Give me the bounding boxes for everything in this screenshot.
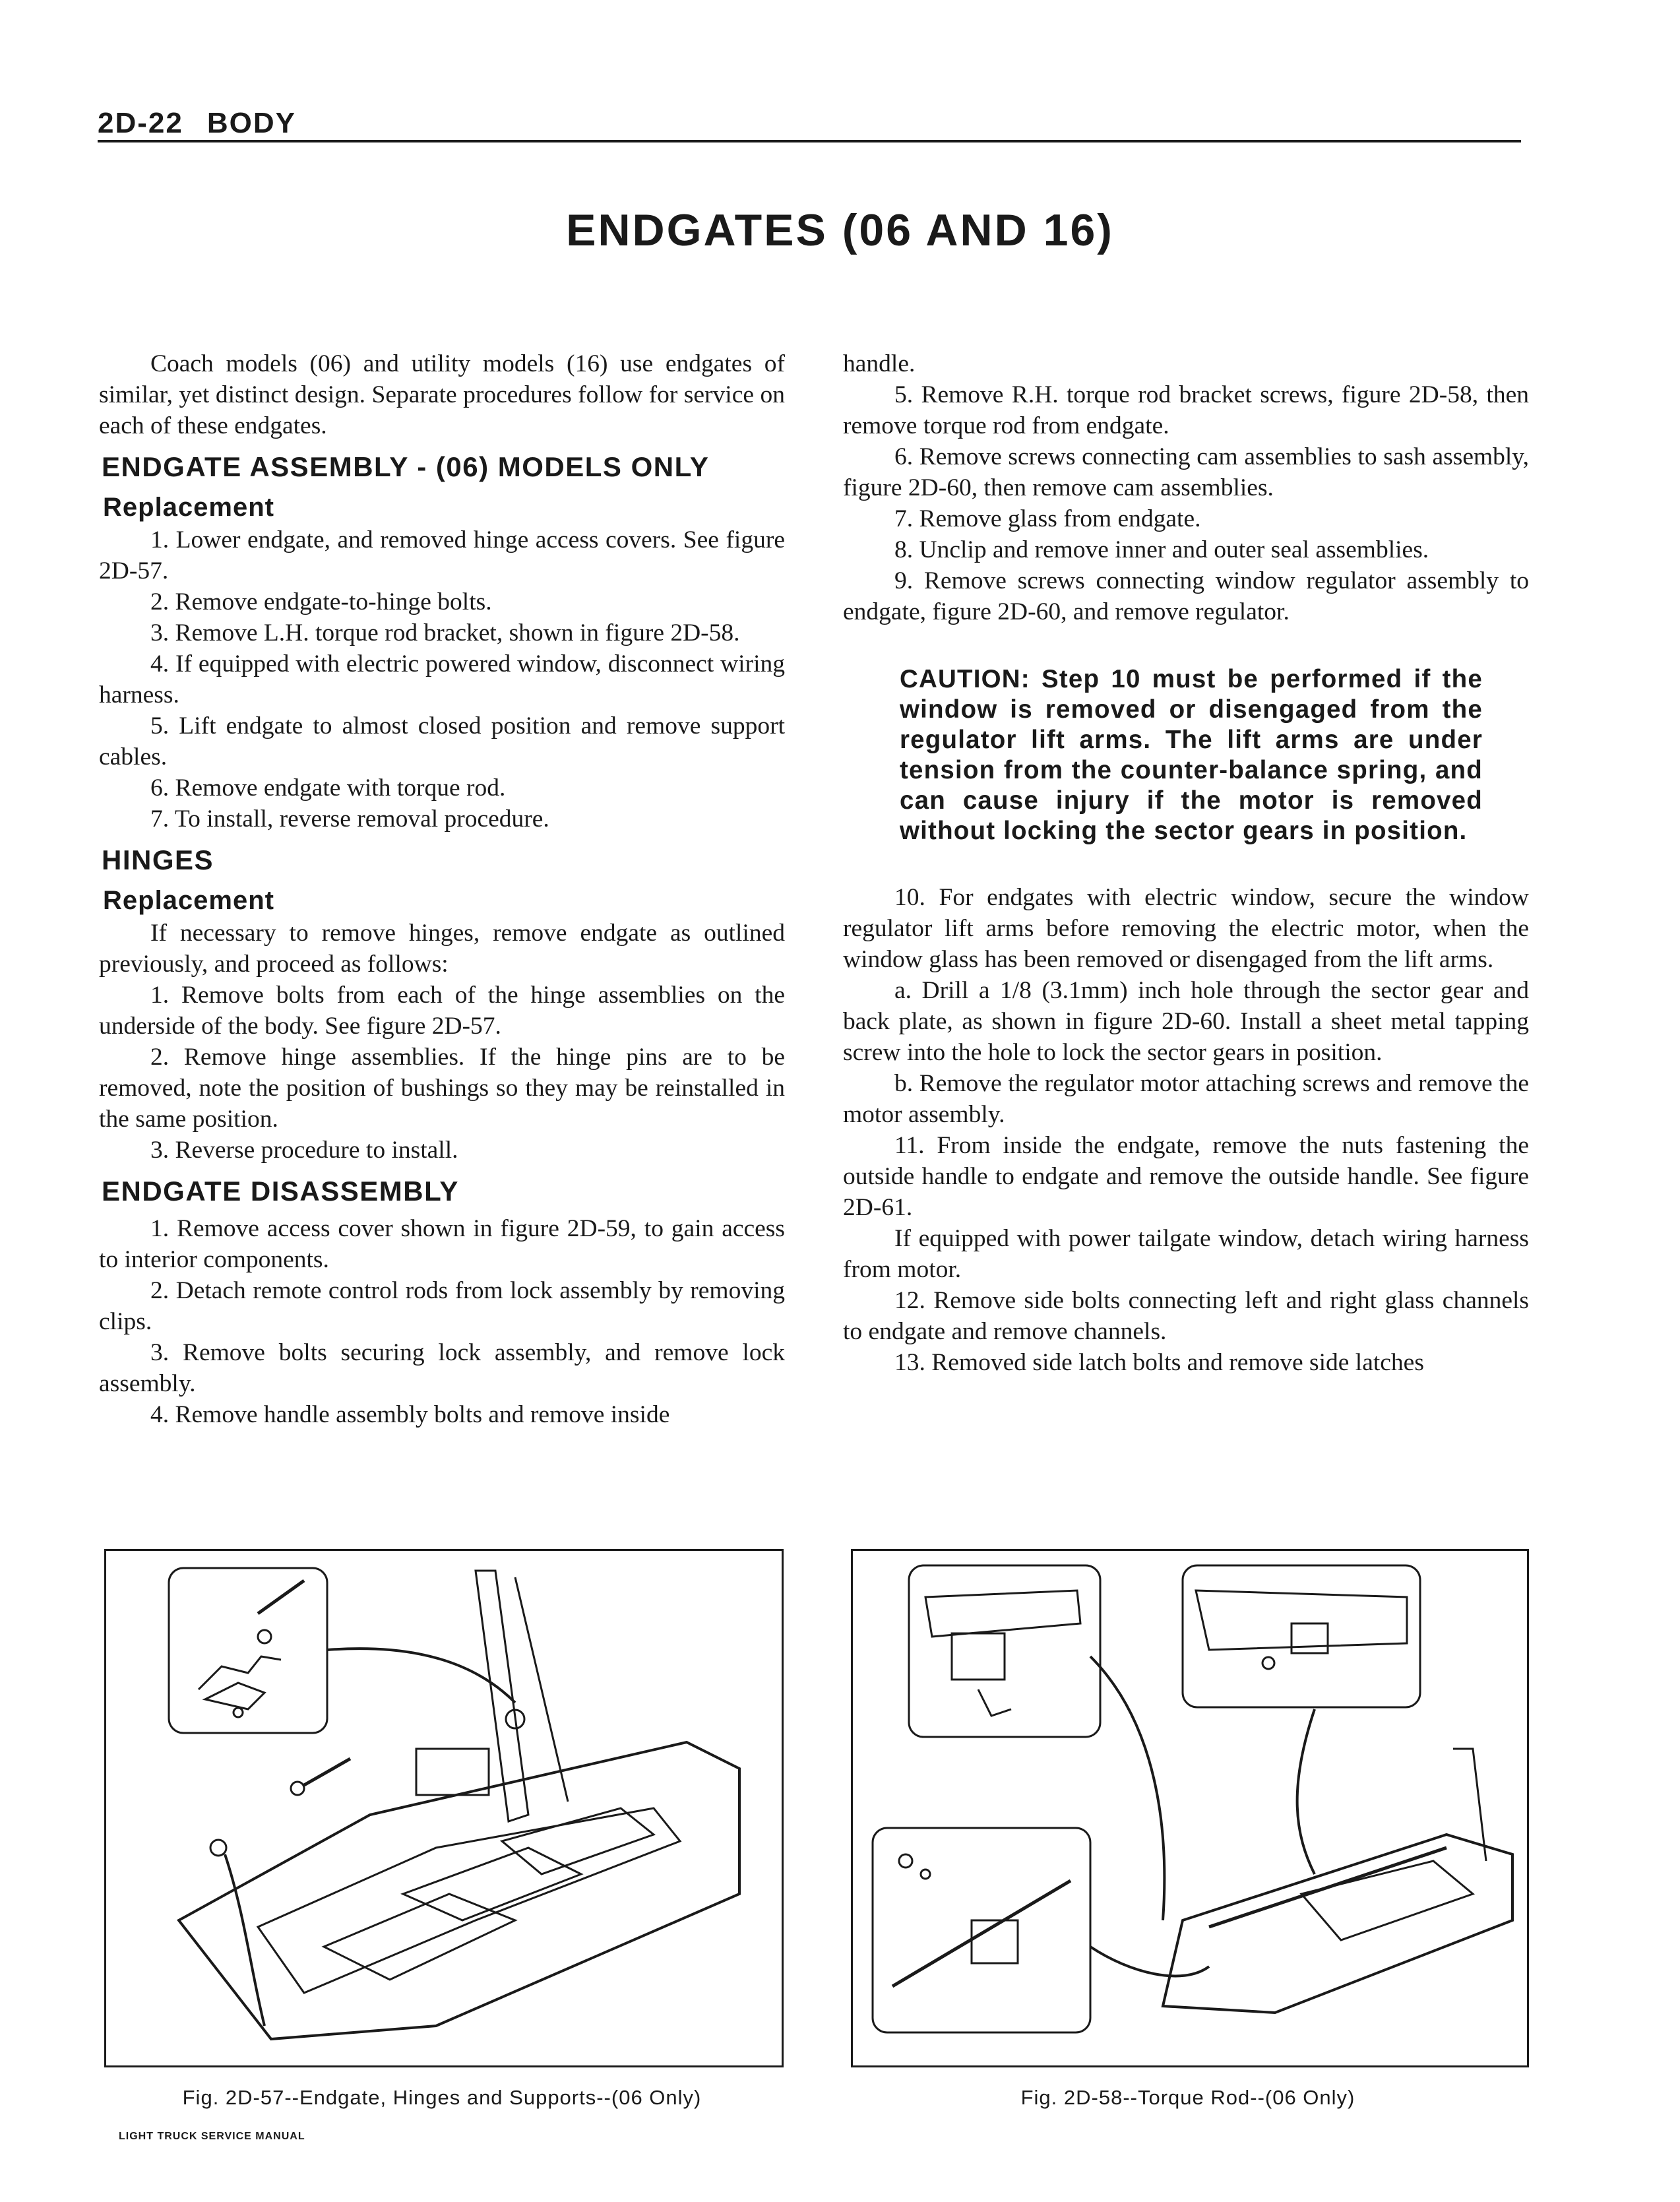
disassembly-substep: a. Drill a 1/8 (3.1mm) inch hole through the sector gear and back plate, as shown in figure 2D-60. Install a sheet metal tapping screw into the hole to lock the sector gears in position. bbox=[843, 977, 1529, 1066]
disassembly-heading: ENDGATE DISASSEMBLY bbox=[102, 1176, 459, 1207]
disassembly-step: 7. Remove glass from endgate. bbox=[894, 505, 1201, 532]
disassembly-step: 5. Remove R.H. torque rod bracket screws, figure 2D-58, then remove torque rod from endgate. bbox=[843, 381, 1529, 439]
disassembly-step: 8. Unclip and remove inner and outer seal assemblies. bbox=[894, 536, 1429, 563]
torque-rod-illustration bbox=[853, 1551, 1527, 2065]
assembly-heading: ENDGATE ASSEMBLY - (06) MODELS ONLY bbox=[102, 451, 710, 482]
figure-2d-58 bbox=[851, 1549, 1529, 2067]
disassembly-substep: b. Remove the regulator motor attaching screws and remove the motor assembly. bbox=[843, 1070, 1529, 1128]
figure-2d-58-caption: Fig. 2D-58--Torque Rod--(06 Only) bbox=[1020, 2086, 1355, 2109]
screw bbox=[1262, 1657, 1274, 1669]
access-panel-2 bbox=[403, 1848, 581, 1920]
page-title: ENDGATES (06 AND 16) bbox=[566, 205, 1114, 255]
endgate-hinges-illustration bbox=[106, 1551, 782, 2065]
hinges-heading: HINGES bbox=[102, 844, 214, 875]
disassembly-step: 6. Remove screws connecting cam assemblies to sash assembly, figure 2D-60, then remove cam assemblies. bbox=[843, 443, 1529, 501]
page-number: 2D-22 bbox=[98, 107, 183, 139]
header-rule bbox=[98, 140, 1521, 142]
washer bbox=[258, 1630, 271, 1643]
continuation-text: handle. bbox=[843, 350, 916, 377]
disassembly-step: 2. Detach remote control rods from lock assembly by removing clips. bbox=[99, 1277, 785, 1335]
assembly-step: 1. Lower endgate, and removed hinge access covers. See figure 2D-57. bbox=[99, 526, 785, 584]
disassembly-step: 9. Remove screws connecting window regulator assembly to endgate, figure 2D-60, and remove regulator. bbox=[843, 567, 1529, 625]
arrow-3 bbox=[1090, 1947, 1209, 1976]
assembly-step: 5. Lift endgate to almost closed position and remove support cables. bbox=[99, 712, 785, 771]
bracket-foot bbox=[978, 1689, 1011, 1716]
access-panel-1 bbox=[324, 1894, 515, 1980]
assembly-step: 6. Remove endgate with torque rod. bbox=[150, 774, 506, 802]
endgate-panel bbox=[179, 1742, 739, 2039]
assembly-step: 4. If equipped with electric powered window, disconnect wiring harness. bbox=[99, 650, 785, 708]
figure-2d-57-caption: Fig. 2D-57--Endgate, Hinges and Supports--(06 Only) bbox=[182, 2086, 702, 2109]
hinges-step: 1. Remove bolts from each of the hinge assemblies on the underside of the body. See figure 2D-57. bbox=[99, 982, 785, 1040]
caution-note: CAUTION: Step 10 must be performed if the window is removed or disengaged from the regulator lift arms. The lift arms are under tension from the counter-balance spring, and can cause injury if the motor is removed without locking the sector gears in position. bbox=[900, 665, 1483, 845]
cable-bolt bbox=[210, 1840, 226, 1856]
bracket-right bbox=[1291, 1623, 1328, 1653]
cable-washer bbox=[291, 1782, 304, 1795]
body-hinge bbox=[416, 1749, 489, 1795]
inset-frame-3 bbox=[873, 1828, 1090, 2032]
disassembly-step: 3. Remove bolts securing lock assembly, and remove lock assembly. bbox=[99, 1339, 785, 1397]
section-name: BODY bbox=[206, 107, 296, 139]
rod-washer bbox=[899, 1854, 912, 1868]
arrow-2 bbox=[1297, 1709, 1315, 1874]
access-panel-3 bbox=[502, 1808, 654, 1874]
hinges-subheading: Replacement bbox=[103, 886, 274, 915]
assembly-step: 3. Remove L.H. torque rod bracket, shown in figure 2D-58. bbox=[150, 619, 740, 646]
assembly-step: 7. To install, reverse removal procedure. bbox=[150, 805, 549, 833]
disassembly-step: 1. Remove access cover shown in figure 2D-59, to gain access to interior components. bbox=[99, 1215, 785, 1273]
disassembly-step: 12. Remove side bolts connecting left and right glass channels to endgate and remove channels. bbox=[843, 1287, 1529, 1345]
assembly-step: 2. Remove endgate-to-hinge bolts. bbox=[150, 588, 492, 615]
hinge-bolt bbox=[258, 1581, 304, 1614]
endgate-edge bbox=[1196, 1590, 1407, 1650]
torque-rod bbox=[892, 1881, 1071, 1986]
left-column bbox=[99, 348, 785, 1430]
assembly-subheading: Replacement bbox=[103, 493, 274, 522]
cable-bolt-shaft bbox=[304, 1759, 350, 1785]
support-line bbox=[515, 1577, 568, 1802]
figure-2d-57 bbox=[104, 1549, 784, 2067]
hinges-intro: If necessary to remove hinges, remove endgate as outlined previously, and proceed as follows: bbox=[99, 920, 785, 978]
disassembly-step: 11. From inside the endgate, remove the nuts fastening the outside handle to endgate and remove the outside handle. See figure 2D-61. bbox=[843, 1132, 1529, 1221]
intro-paragraph: Coach models (06) and utility models (16) use endgates of similar, yet distinct design. Separate procedures follow for service on each of these endgates. bbox=[99, 350, 785, 439]
disassembly-note: If equipped with power tailgate window, detach wiring harness from motor. bbox=[843, 1225, 1529, 1283]
rod-nut bbox=[921, 1870, 930, 1879]
hinge-bracket bbox=[205, 1683, 264, 1709]
running-header bbox=[98, 107, 296, 140]
inset-frame-2 bbox=[1183, 1565, 1420, 1707]
disassembly-step: 13. Removed side latch bolts and remove side latches bbox=[894, 1349, 1424, 1376]
endgate-recess bbox=[258, 1808, 680, 1993]
support-cable bbox=[225, 1854, 264, 2026]
right-column bbox=[843, 348, 1529, 1378]
endgate-corner bbox=[925, 1590, 1080, 1637]
nut bbox=[233, 1708, 243, 1717]
page-footer: LIGHT TRUCK SERVICE MANUAL bbox=[119, 2131, 305, 2142]
arrow-1 bbox=[1090, 1656, 1164, 1920]
bracket bbox=[952, 1633, 1005, 1680]
disassembly-step: 4. Remove handle assembly bolts and remove inside bbox=[150, 1401, 670, 1428]
disassembly-step: 10. For endgates with electric window, secure the window regulator lift arms before removing the electric motor, when the window glass has been removed or disengaged from the lift arms. bbox=[843, 884, 1529, 973]
hinges-step: 2. Remove hinge assemblies. If the hinge pins are to be removed, note the position of bushings so they may be reinstalled in the same position. bbox=[99, 1044, 785, 1133]
hinges-step: 3. Reverse procedure to install. bbox=[150, 1137, 458, 1164]
